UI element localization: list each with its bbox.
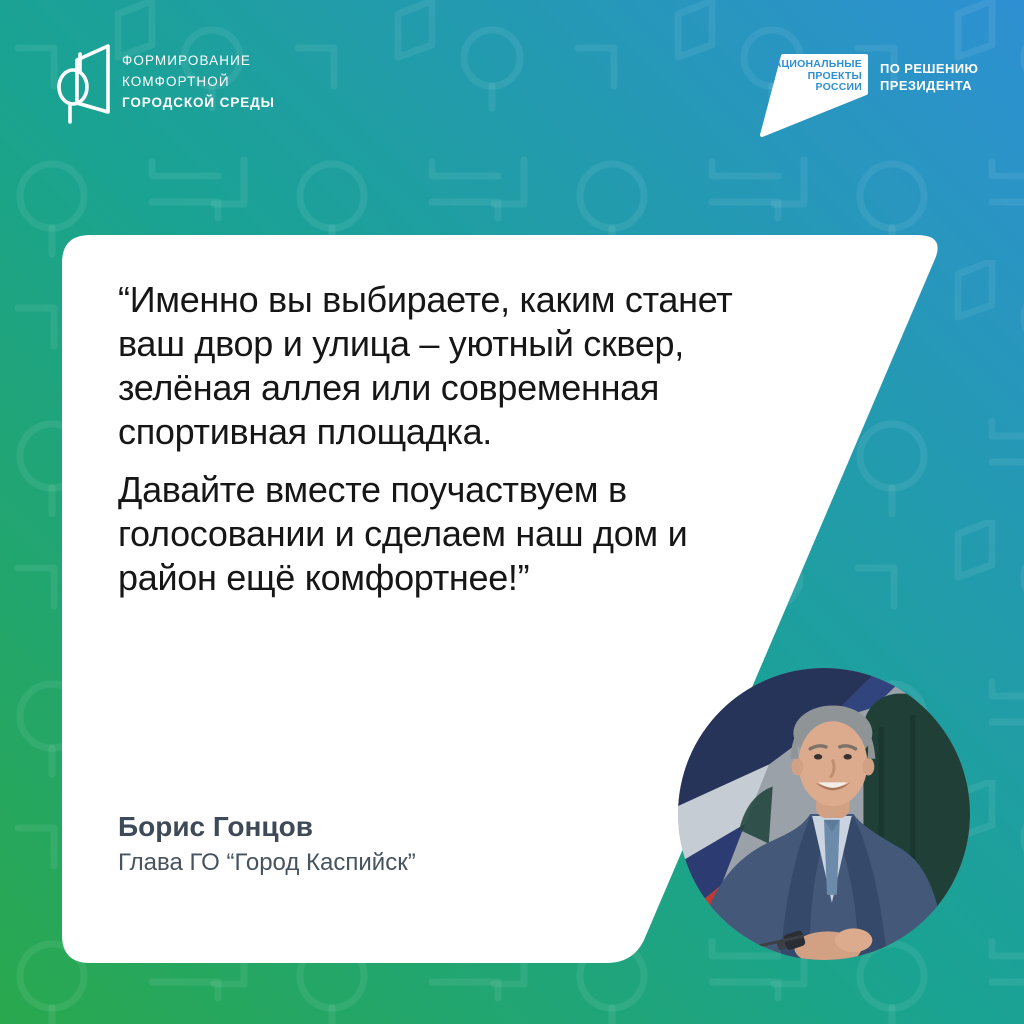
tagline-line-1: ПО РЕШЕНИЮ <box>880 61 979 76</box>
np-line-3: РОССИИ <box>815 81 862 93</box>
national-projects-flag-text <box>760 59 862 94</box>
quote-text <box>118 278 790 600</box>
president-tagline <box>880 60 978 94</box>
fkgs-line-2: КОМФОРТНОЙ <box>122 74 230 89</box>
np-line-2: ПРОЕКТЫ <box>807 69 862 82</box>
quote-paragraph-1: “Именно вы выбираете, каким станет ваш двор и улица – уютный сквер, зелёная аллея или современная спортивная площадка. <box>118 279 733 452</box>
fkgs-line-3: ГОРОДСКОЙ СРЕДЫ <box>122 95 275 110</box>
tagline-line-2: ПРЕЗИДЕНТА <box>880 78 973 93</box>
author-name: Борис Гонцов <box>118 811 313 842</box>
fkgs-logo-icon <box>52 42 112 132</box>
fkgs-line-1: ФОРМИРОВАНИЕ <box>122 53 251 68</box>
fkgs-logo-text <box>122 42 275 132</box>
fkgs-logo <box>52 42 392 132</box>
portrait-photo <box>678 668 970 960</box>
author-title: Глава ГО “Город Каспийск” <box>118 849 416 876</box>
quote-paragraph-2: Давайте вместе поучаствуем в голосовании и сделаем наш дом и район ещё комфортнее!” <box>118 469 688 598</box>
np-line-1: НАЦИОНАЛЬНЫЕ <box>765 58 862 70</box>
